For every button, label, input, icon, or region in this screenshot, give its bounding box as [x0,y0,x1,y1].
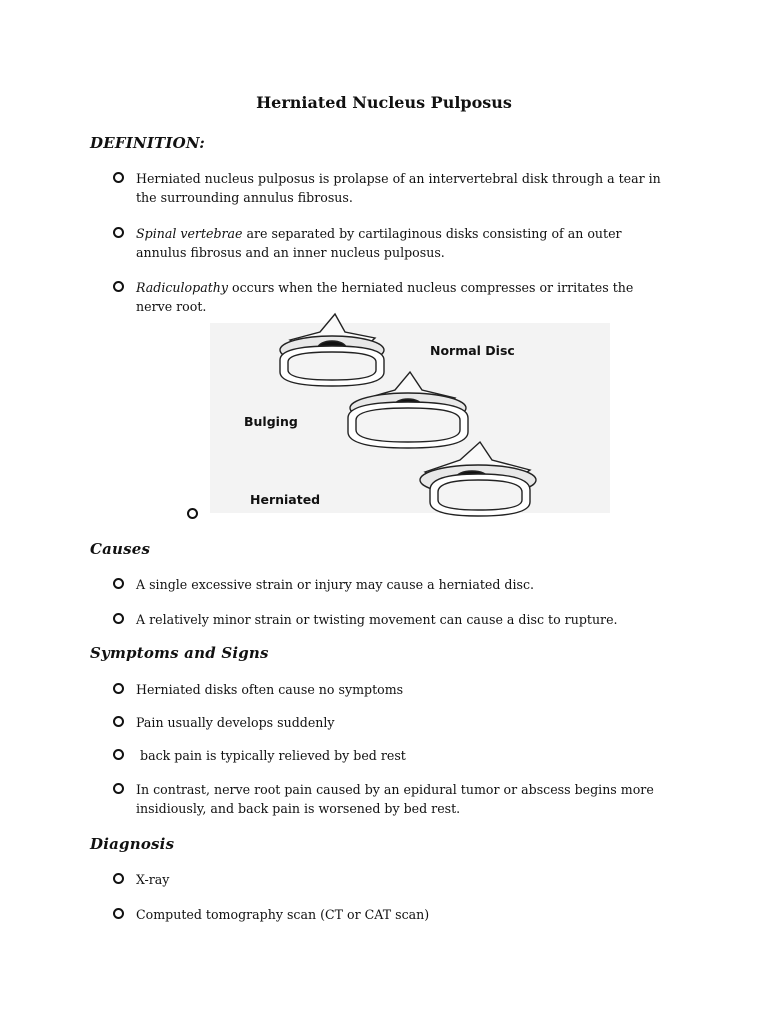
bullet-icon [113,613,124,624]
causes-item-text: A single excessive strain or injury may cause a herniated disc. [136,577,535,592]
symptoms-item-text: In contrast, nerve root pain caused by an epidural tumor or abscess begins more insidiously, and back pain is worsened by bed rest. [136,782,654,816]
document-title: Herniated Nucleus Pulposus [256,93,512,112]
bullet-icon [113,683,124,694]
definition-item-text: Herniated nucleus pulposus is prolapse of an intervertebral disk through a tear in the surrounding annulus fibrosus. [136,171,661,205]
symptoms-item [113,713,673,732]
symptoms-item [113,780,673,818]
label-normal-disc: Normal Disc [430,343,515,358]
disc-herniation-figure [210,308,610,523]
symptoms-item [113,746,673,765]
label-herniated: Herniated [250,492,321,507]
bullet-icon [113,908,124,919]
causes-item [113,610,673,629]
diagnosis-item-text: Computed tomography scan (CT or CAT scan) [136,907,430,922]
diagnosis-item-text: X-ray [136,872,170,887]
diagnosis-item [113,905,673,924]
bullet-icon [113,172,124,183]
bullet-icon [113,749,124,760]
bullet-icon [113,578,124,589]
term-spinal-vertebrae: Spinal vertebrae [136,226,243,241]
label-bulging: Bulging [244,414,298,429]
symptoms-heading: Symptoms and Signs [90,644,269,662]
definition-item-body: occurs when the herniated nucleus compresses or irritates the nerve root. [136,280,634,314]
symptoms-item [113,680,673,699]
bullet-icon [113,873,124,884]
symptoms-item-text: back pain is typically relieved by bed rest [136,748,406,763]
causes-item [113,575,673,594]
symptoms-item-text: Pain usually develops suddenly [136,715,335,730]
bullet-icon [113,227,124,238]
symptoms-item-text: Herniated disks often cause no symptoms [136,682,404,697]
definition-item [113,224,673,262]
causes-heading: Causes [90,540,151,558]
diagnosis-heading: Diagnosis [90,835,175,853]
definition-item-text [136,224,673,262]
bullet-icon [113,783,124,794]
definition-item [113,169,673,207]
causes-item-text: A relatively minor strain or twisting movement can cause a disc to rupture. [136,612,618,627]
bullet-icon [187,508,198,519]
definition-heading: DEFINITION: [90,134,205,152]
bullet-icon [113,716,124,727]
definition-item-body: are separated by cartilaginous disks consisting of an outer annulus fibrosus and an inner nucleus pulposus. [136,226,622,260]
term-radiculopathy: Radiculopathy [136,280,228,295]
bullet-icon [113,281,124,292]
diagnosis-item [113,870,673,889]
